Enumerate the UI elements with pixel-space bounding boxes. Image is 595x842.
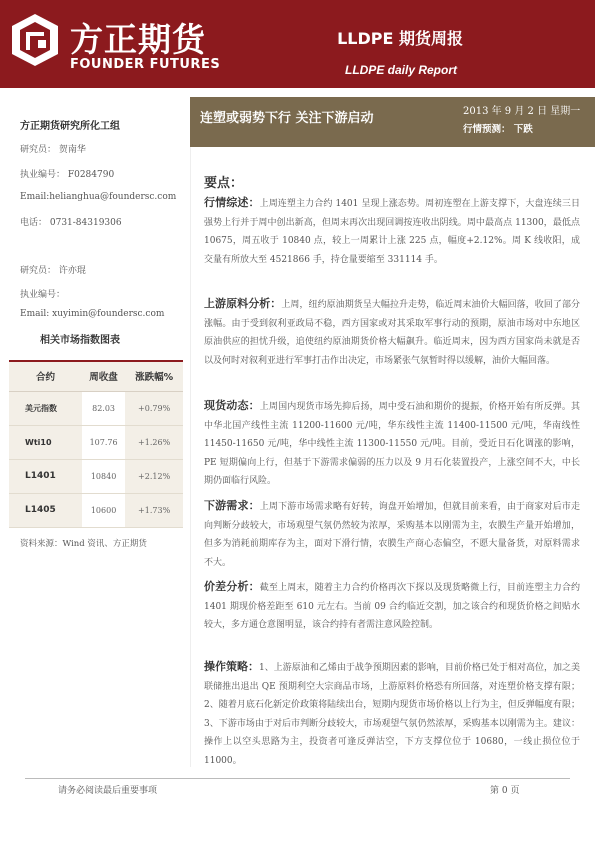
section-lead: 操作策略： [204, 660, 260, 673]
table-header-row [9, 361, 183, 391]
headline: 连塑或弱势下行 关注下游启动 [200, 111, 374, 126]
research-group: 方正期货研究所化工组 [20, 121, 120, 132]
section-market-review [204, 194, 580, 269]
analyst-2-name: 研究员： 许亦琨 [20, 266, 86, 276]
sidebar [0, 97, 190, 827]
report-header [0, 0, 595, 88]
section-lead: 现货动态： [204, 399, 260, 412]
header-contract: 合约 [9, 361, 82, 391]
row-contract: Wti10 [9, 425, 82, 459]
row-contract: L1405 [9, 493, 82, 527]
section-text: 截至上周末，随着主力合约价格再次下探以及现货略微上行，目前连塑主力合约 1401 期现价格差距至 610 元左右。当前 09 合约临近交割，加之该合约和现货价格之间贴水较大，多方通仓意图明显，该合约持有者需注意风险控制。 [204, 583, 581, 630]
analyst-2-email[interactable]: Email: xuyimin@foundersc.com [20, 309, 165, 319]
row-close: 10840 [82, 459, 125, 493]
section-spot [204, 397, 580, 491]
page-number: 第 0 页 [490, 786, 520, 796]
analyst-1-email[interactable]: Email:helianghua@foundersc.com [20, 192, 177, 202]
header-change: 涨跌幅% [125, 361, 183, 391]
row-contract: 美元指数 [9, 391, 82, 425]
report-title: LLDPE 期货周报 [337, 29, 463, 48]
analyst-1-phone: 电话： 0731-84319306 [20, 218, 122, 228]
column-divider [190, 147, 191, 767]
analyst-2-license: 执业编号： [20, 290, 66, 300]
section-text: 上周国内现货市场先抑后扬，周中受石油和期价的提振，价格开始有所反弹。其中华北国产线性主流 11200-11600 元/吨，华东线性主流 11400-11500 元/吨，华南线性 11450-11650 元/吨，华中线性主流 11300-11550 元/吨。目前，受近日石化调涨的影响，PE 短期偏向上行，但基于下游需求偏弱的压力以及 9 月石化装置投产，上涨空间不大，中长期仍面临行风险。 [204, 402, 581, 486]
section-text: 上周下游市场需求略有好转，询盘开始增加，但就目前来看，由于商家对后市走向判断分歧较大，市场观望气氛仍然较为浓厚，采购基本以刚需为主，农膜生产量开始增加，但多为消耗前期库存为主，面对下滑行情，农膜生产商心态偏空，不愿大量备货，对原料需求不大。 [204, 502, 581, 568]
report-subtitle: LLDPE daily Report [344, 63, 457, 77]
section-text: 1、上游原油和乙烯由于战争预期因素的影响，目前价格已处于相对高位，加之美联储推出退出 QE 预期利空大宗商品市场，上游原料价格恐有所回落，对连塑价格支撑有限；2、随着月底石化新定价政策将陆续出台，短期内现货市场价格以上行为主，但反弹幅度有限；3、下游市场由于对后市判断分歧较大，市场观望气氛仍然浓厚，采购基本以刚需为主。建议：操作上以空头思路为主，投资者可逢反弹沽空，下方支撑位位于 10680，一线止损位位于 11000。 [204, 663, 581, 766]
brand-name-en: FOUNDER FUTURES [70, 57, 221, 72]
founder-logo-icon [10, 12, 60, 68]
footer-divider [25, 778, 570, 779]
section-text: 上周连塑主力合约 1401 呈现上涨态势。周初连塑在上游支撑下，大盘连续三日强势上行并于周中创出新高，但周末再次出现回调按连收出阴线。周中最高点 11300，最低点 10675，周五收于 10840 点，较上一周累计上涨 225 点，幅度+2.12%。周 K 线收阳，成交量有所放大至 4521866 手，持仓量要缩至 331114 手。 [204, 199, 580, 265]
row-close: 10600 [82, 493, 125, 527]
row-close: 107.76 [82, 425, 125, 459]
section-lead: 价差分析： [204, 580, 260, 593]
section-downstream [204, 497, 580, 572]
table-row [9, 391, 183, 425]
footer-disclaimer[interactable]: 请务必阅读最后重要事项 [58, 786, 158, 796]
index-table-title: 相关市场指数图表 [40, 335, 120, 346]
brand-name-cn: 方正期货 [70, 20, 206, 59]
section-lead: 下游需求： [204, 499, 260, 512]
row-close: 82.03 [82, 391, 125, 425]
market-index-table [9, 360, 183, 528]
data-source: 资料来源：Wind 资讯、方正期货 [20, 539, 147, 549]
table-row [9, 425, 183, 459]
header-close: 周收盘 [82, 361, 125, 391]
report-date: 2013 年 9 月 2 日 星期一 [463, 106, 581, 117]
key-points-title: 要点： [204, 176, 244, 191]
table-row [9, 459, 183, 493]
table-row [9, 493, 183, 527]
section-upstream [204, 295, 580, 370]
row-change: +1.73% [125, 493, 183, 527]
row-change: +1.26% [125, 425, 183, 459]
analyst-1-license: 执业编号： F0284790 [20, 170, 115, 180]
row-change: +0.79% [125, 391, 183, 425]
market-forecast: 行情预测： 下跌 [463, 124, 533, 135]
section-spread [204, 578, 580, 635]
row-change: +2.12% [125, 459, 183, 493]
row-contract: L1401 [9, 459, 82, 493]
section-strategy [204, 658, 580, 770]
headline-bar [190, 97, 595, 147]
analyst-1-name: 研究员： 贺南华 [20, 145, 86, 155]
section-lead: 行情综述： [204, 196, 260, 209]
section-lead: 上游原料分析： [204, 297, 282, 310]
section-text: 上周，纽约原油期货呈大幅拉升走势，临近周末油价大幅回落，收回了部分涨幅。由于受到叙利亚政局不稳，西方国家或对其采取军事行动的预期，原油市场对中东地区原油供应的担忧升级，追使纽约原油期货价格大幅飙升。临近周末，因为西方国家尚未就是否以及何时对叙利亚进行军事打击作出决定，市场紧张气氛暂时得以缓解，油价大幅回落。 [204, 300, 580, 366]
